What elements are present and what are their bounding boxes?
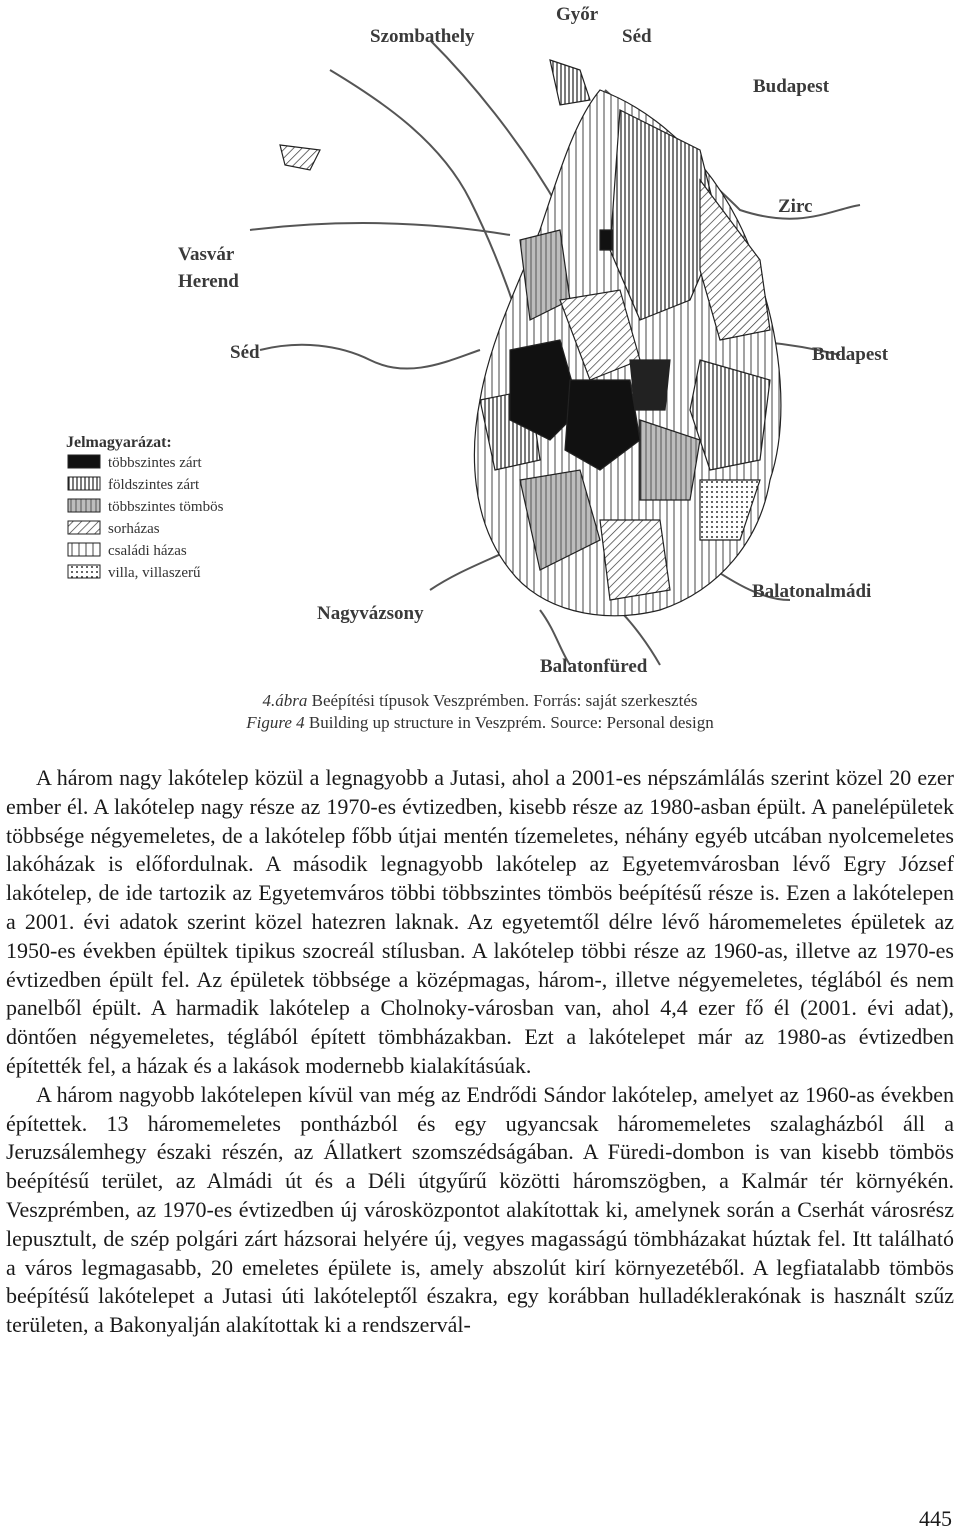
legend-label: villa, villaszerű [108, 565, 201, 581]
place-balatonfured: Balatonfüred [540, 656, 648, 677]
legend-swatch-dots [68, 565, 100, 578]
place-zirc: Zirc [778, 196, 813, 217]
paragraph: A három nagy lakótelep közül a legnagyobb a Jutasi, ahol a 2001-es népszámlálás szerint közel 20 ezer ember él. A lakótelep nagy része az 1970-es évtizedben, kisebb része az 1980-asban épült. A panelépületek többsége négyemeletes, de a lakótelep főbb útjai mentén tízemeletes, néhány egyéb utcában nyolcemeletes lakóházak is előfordulnak. A második legnagyobb lakótelep az Egyetemvárosban lévő Egry József lakótelep, de ide tartozik az Egyetemváros többi többszintes tömbös beépítésű része is. Ezen a lakótelepen a 2001. évi adatok szerint közel hatezren laknak. Az egyetemtől délre lévő háromemeletes épületek az 1950-es években épültek tipikus szocreál stílusban. A lakótelep többi része az 1960-as, illetve az 1970-es évtizedben épült fel. Az épületek többsége a középmagas, három-, illetve négyemeletes, téglából és nem panelből épült. A harmadik lakótelep a Cholnoky-városban van, ahol 4,4 ezer fő él (2001. évi adat), döntően négyemeletes, téglából épített tömbházakban. Ezt a lakótelepet már az 1980-as évtizedben építették fel, a házak és a lakások modernebb kialakításúak. [6, 765, 954, 1078]
city-structure-map [0, 0, 960, 690]
place-budapest-mid: Budapest [812, 344, 889, 365]
body-text [6, 764, 954, 1340]
legend-label: sorházas [108, 521, 160, 537]
place-balatonalmadi: Balatonalmádi [752, 581, 872, 602]
legend-title: Jelmagyarázat: [66, 434, 172, 451]
place-vasvar: Vasvár [178, 244, 235, 265]
caption-hungarian [0, 690, 960, 712]
legend-swatch-vertical-stripes [68, 477, 100, 490]
place-nagyvazsony: Nagyvázsony [317, 603, 424, 624]
legend-swatch-grey-vertical [68, 499, 100, 512]
caption-text: Building up structure in Veszprém. Source: Personal design [304, 713, 714, 732]
place-gyor: Győr [556, 4, 599, 25]
place-sed-top: Séd [622, 26, 652, 47]
legend-swatch-solid-black [68, 455, 100, 468]
place-herend: Herend [178, 271, 239, 292]
page-number: 445 [919, 1506, 952, 1531]
caption-english [0, 712, 960, 734]
city-zones [280, 60, 781, 616]
paragraph: A három nagyobb lakótelepen kívül van még az Endrődi Sándor lakótelep, amelyet az 1960-as években építettek. 13 háromemeletes pontházból és egy ugyancsak háromemeletes szalagházból áll a Jeruzsálemhegy északi részén, az Állatkert szomszédságában. A Füredi-dombon is van kisebb tömbös beépítésű terület, az Almádi út és a Déli útgyűrű közötti háromszögben, a Kalmár tér környékén. Veszprémben, az 1970-es évtizedben új városközpontot alakítottak ki, amelynek során a Cserhát városrész lepusztult, de szép polgári zárt házsorai helyére új, vegyes magasságú tömbházakat húztak fel. Itt található a város legmagasabb, 20 emeletes épülete is, amely abszolút kirí környezetéből. A legfiatalabb tömbös beépítésű lakótelepet a Jutasi úti lakóteleptől északra, egy korábban hulladéklerakónak is használt szűz területen, a Bakonyalján alakítottak ki a rendszervál- [6, 1081, 954, 1338]
caption-text: Beépítési típusok Veszprémben. Forrás: saját szerkesztés [307, 691, 698, 710]
legend-label: többszintes tömbös [108, 499, 224, 515]
legend-swatch-sparse-vertical [68, 543, 100, 556]
place-szombathely: Szombathely [370, 26, 475, 47]
place-sed-left: Séd [230, 342, 260, 363]
map-legend [66, 434, 224, 581]
caption-figure-label: Figure 4 [246, 713, 305, 732]
legend-label: családi házas [108, 543, 187, 559]
legend-label: földszintes zárt [108, 477, 200, 493]
caption-figure-label: 4.ábra [262, 691, 308, 710]
legend-label: többszintes zárt [108, 455, 202, 471]
legend-swatch-diagonal-hatch [68, 521, 100, 534]
figure-caption [0, 690, 960, 734]
place-budapest-top: Budapest [753, 76, 830, 97]
